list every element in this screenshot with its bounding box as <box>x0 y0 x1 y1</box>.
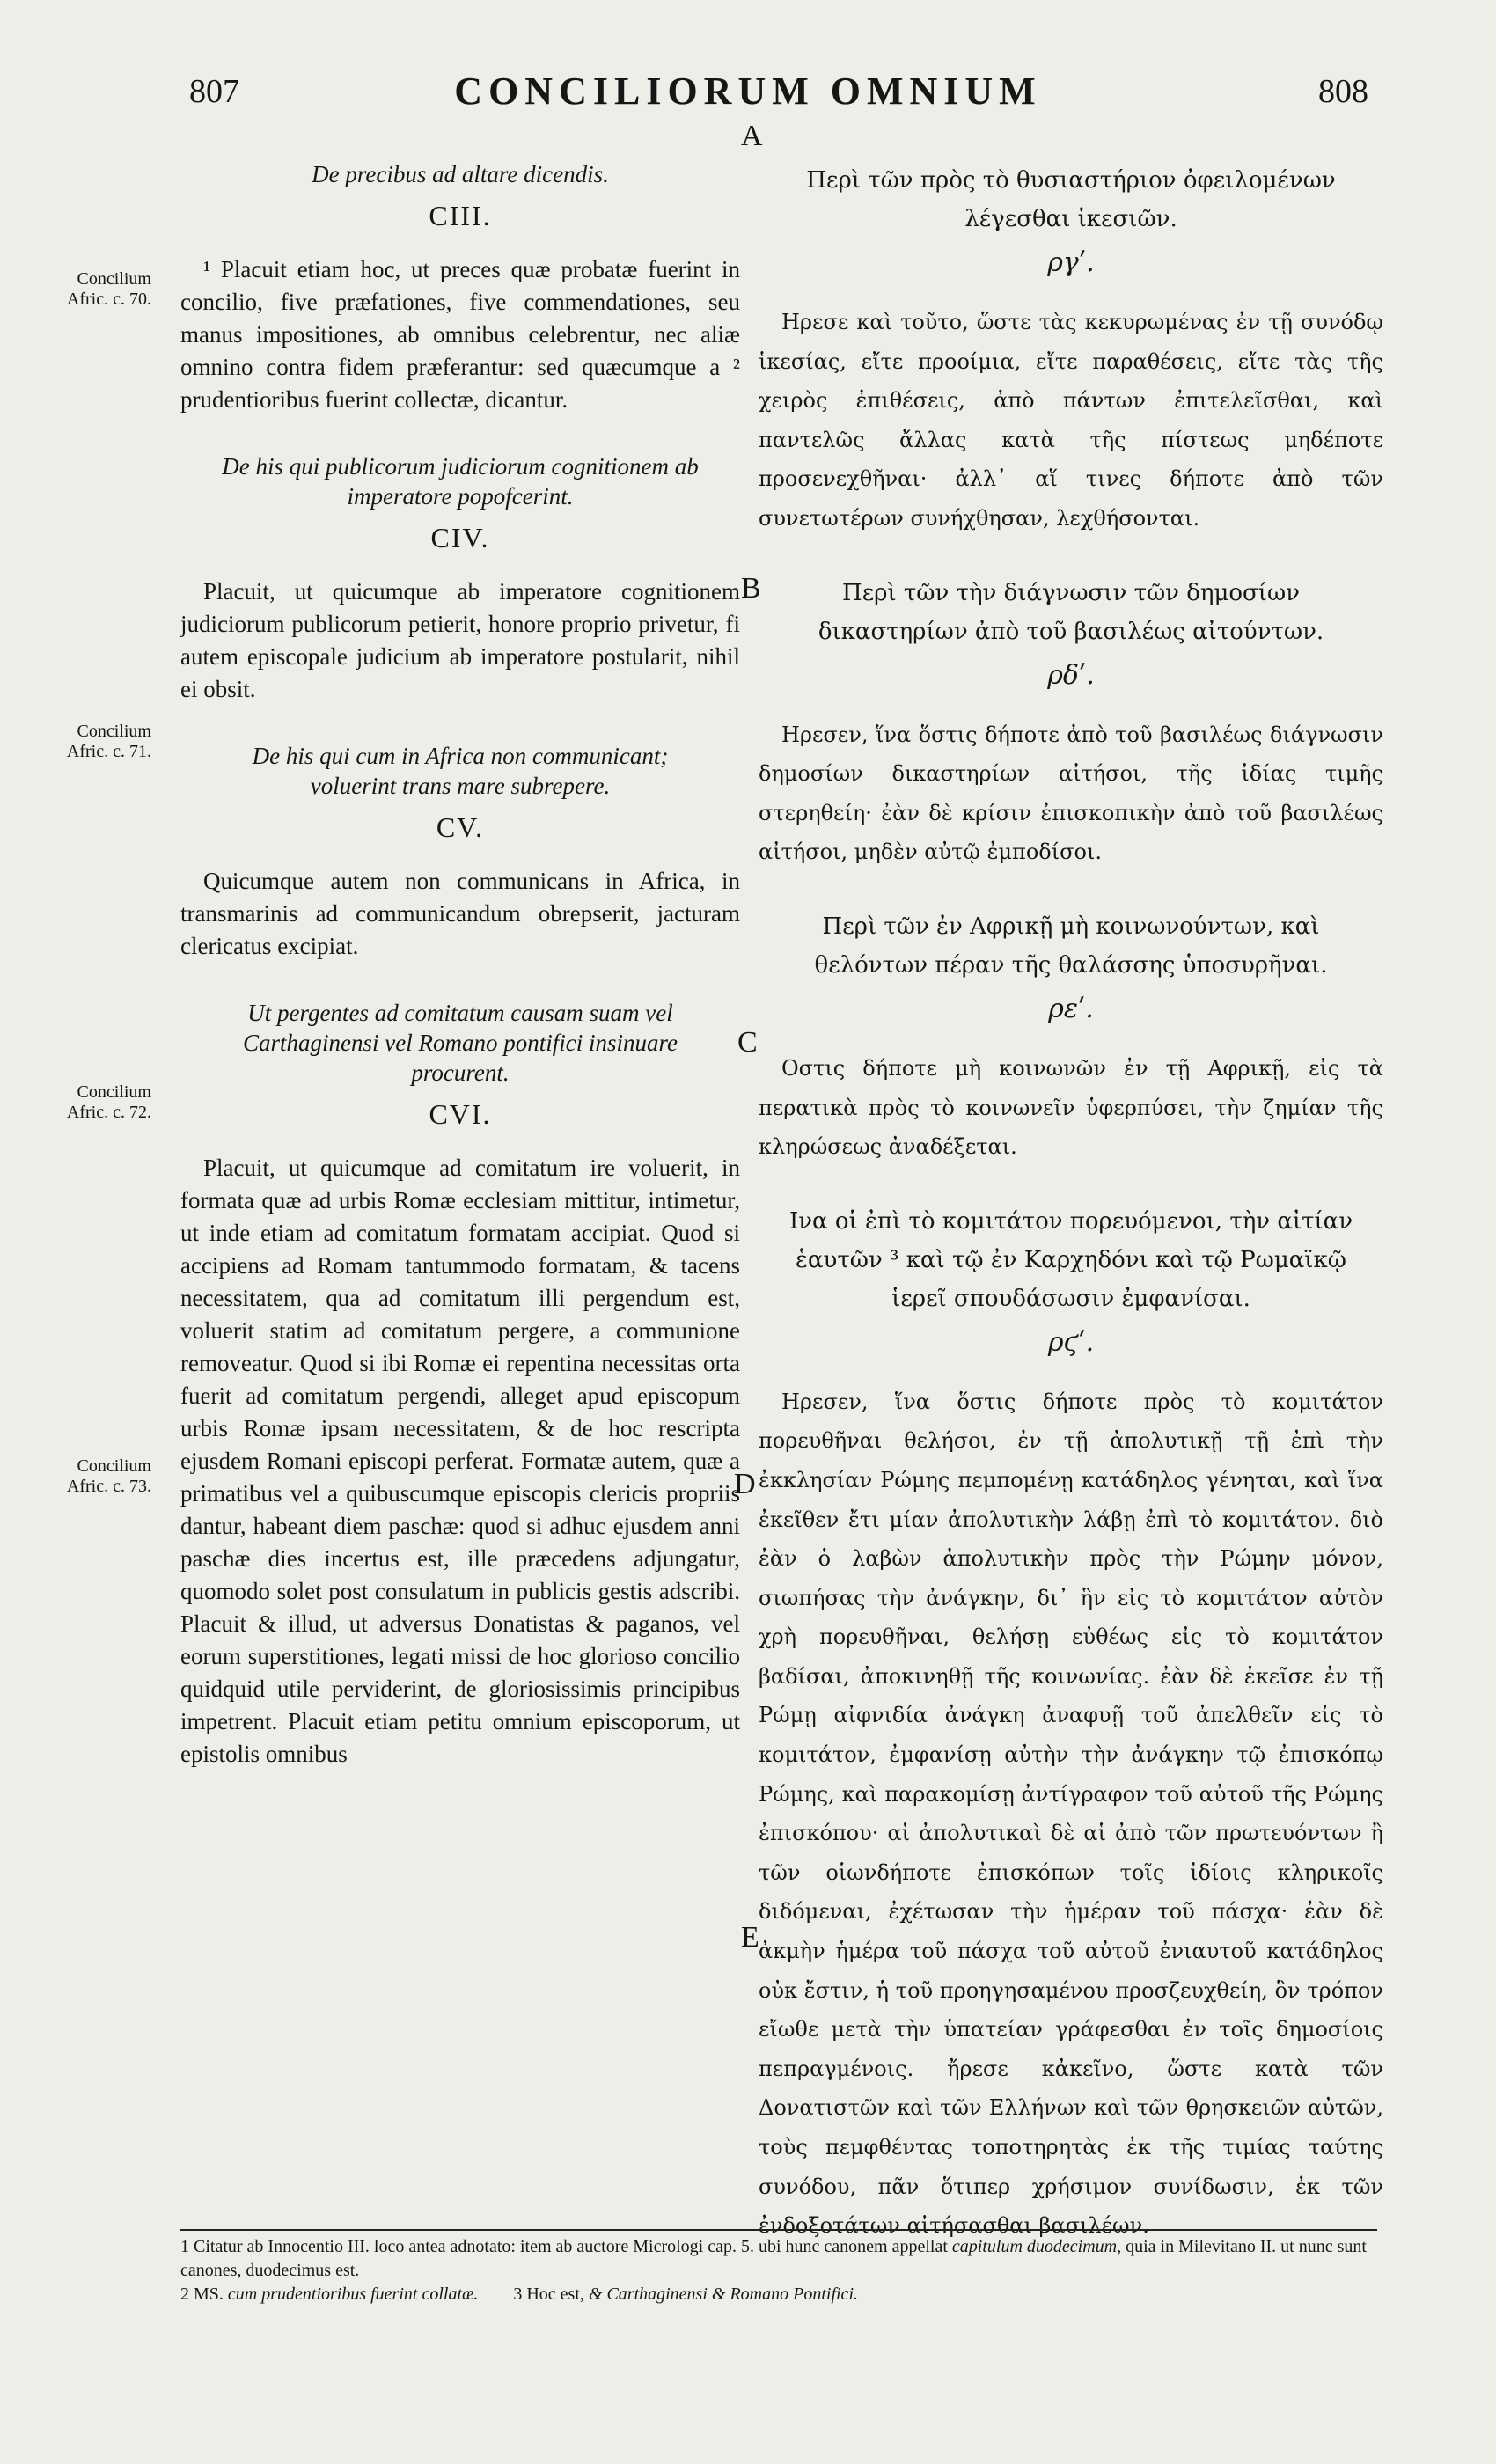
side-note-line: Concilium <box>77 722 151 741</box>
running-title: CONCILIORUM OMNIUM <box>454 70 1042 113</box>
greek-number: ργʹ. <box>1047 247 1095 278</box>
greek-section <box>759 1202 1383 2246</box>
side-note-line: Afric. c. 72. <box>66 1103 151 1122</box>
greek-title: Ινα οἱ ἐπὶ τὸ κομιτάτον πορευόμενοι, τὴν αἰτίαν ἑαυτῶν ³ καὶ τῷ ἐν Καρχηδόνι καὶ τῷ Ρωμαϊκῷ ἱερεῖ σπουδάσωσιν ἐμφανίσαι. <box>788 1207 1353 1312</box>
side-note <box>46 722 151 762</box>
footnote-2-3 <box>180 2283 1377 2306</box>
greek-title: Περὶ τῶν ἐν Αφρικῇ μὴ κοινωνούντων, καὶ θελόντων πέραν τῆς θαλάσσης ὑποσυρῆναι. <box>814 913 1328 979</box>
page-number-left: 807 <box>189 73 239 110</box>
greek-text: Ηρεσεν, ἵνα ὅστις δήποτε πρὸς τὸ κομιτάτον πορευθῆναι θελήσοι, ἐν τῇ ἀπολυτικῇ τῇ ἐπὶ τὴν ἐκκλησίαν Ρώμης πεμπομένῃ κατάδηλος γένηται, καὶ ἵνα ἐκεῖθεν ἔτι μίαν ἀπολυτικὴν λάβῃ ἐπὶ τὸ κομιτάτον. διὸ ἐὰν ὁ λαβὼν ἀπολυτικὴν πρὸς τὴν Ρώμην μόνον, σιωπήσας τὴν ἀνάγκην, δι᾽ ἣν εἰς τὸ κομιτάτον αὐτὸν χρὴ πορευθῆναι, θελήσῃ εὐθέως εἰς τὸ κομιτάτον βαδίσαι, ἀποκινηθῇ τῆς κοινωνίας. ἐὰν δὲ ἐκεῖσε ἐν τῇ Ρώμῃ αἰφνιδία ἀνάγκη ἀναφυῇ τοῦ ἀπελθεῖν εἰς τὸ κομιτάτον, ἐμφανίσῃ αὐτὴν τὴν ἀνάγκην τῷ ἐπισκόπῳ Ρώμης, καὶ παρακομίσῃ ἀντίγραφον τοῦ αὐτοῦ τῆς Ρώμης ἐπισκόπου· αἱ ἀπολυτικαὶ δὲ αἱ ἀπὸ τῶν πρωτευόντων ἢ τῶν οἱωνδήποτε ἐπισκόπων τοῖς ἰδίοις κληρικοῖς διδόμεναι, ἐχέτωσαν τὴν ἡμέραν τοῦ πάσχα· ἐὰν δὲ ἀκμὴν ἡμέρα τοῦ πάσχα τοῦ αὐτοῦ ἐνιαυτοῦ κατάδηλος οὐκ ἔστιν, ἡ τοῦ προηγησαμένου προσζευχθείη, ὃν τρόπον εἴωθε μετὰ τὴν ὑπατείαν γράφεσθαι ἐν τοῖς δημοσίοις πεπραγμένοις. ἤρεσε κἀκεῖνο, ὥστε κατὰ τῶν Δονατιστῶν καὶ τῶν Ελλήνων καὶ τῶν θρησκειῶν αὐτῶν, τοὺς πεμφθέντας τοποτηρητὰς ἐκ τῆς τιμίας ταύτης συνόδου, πᾶν ὅτιπερ χρήσιμον συνίδωσιν, ἐκ τῶν ἐνδοξοτάτων αἰτήσασθαι βασιλέων. <box>759 1389 1383 2239</box>
side-note-line: Afric. c. 70. <box>66 290 151 309</box>
page-number-right: 808 <box>1318 73 1368 110</box>
canon-text: Quicumque autem non communicans in Africa, in transmarinis ad communicandum obrepserit, jacturam clericatus excipiat. <box>180 868 740 959</box>
section-marker-e: E <box>741 1921 759 1954</box>
section-marker-d: D <box>734 1468 756 1500</box>
greek-title: Περὶ τῶν τὴν διάγνωσιν τῶν δημοσίων δικαστηρίων ἀπὸ τοῦ βασιλέως αἰτούντων. <box>818 579 1324 645</box>
greek-text: Ηρεσεν, ἵνα ὅστις δήποτε ἀπὸ τοῦ βασιλέως διάγνωσιν δημοσίων δικαστηρίων αἰτήσοι, τῆς ἰδίας τιμῆς στερηθείη· ἐὰν δὲ κρίσιν ἐπισκοπικὴν ἀπὸ τοῦ βασιλέως αἰτήσοι, μηδὲν αὐτῷ ἐμποδίσοι. <box>759 722 1383 865</box>
latin-column <box>180 154 740 1806</box>
canon-section <box>180 998 740 1771</box>
canon-number: CIV. <box>430 522 490 554</box>
section-marker-b: B <box>741 572 761 605</box>
side-note-line: Concilium <box>77 1082 151 1102</box>
footnote-2-prefix: 2 MS. <box>180 2284 224 2304</box>
greek-section <box>759 907 1383 1167</box>
canon-section <box>180 451 740 706</box>
side-note-line: Concilium <box>77 269 151 289</box>
footnote-1 <box>180 2235 1377 2283</box>
side-note <box>46 1082 151 1123</box>
footnote-1-italic: capitulum duodecimum <box>951 2237 1118 2256</box>
canon-number: CV. <box>436 811 485 843</box>
canon-text: ¹ Placuit etiam hoc, ut preces quæ probatæ fuerint in concilio, five præfationes, five commendationes, seu manus impositiones, ab omnibus celebrentur, nec aliæ omnino contra fidem præferantur: sed quæcumque a ² prudentioribus fuerint collectæ, dicantur. <box>180 256 740 413</box>
section-marker-c: C <box>737 1026 758 1059</box>
side-note-line: Afric. c. 71. <box>66 742 151 761</box>
greek-text: Ηρεσε καὶ τοῦτο, ὥστε τὰς κεκυρωμένας ἐν τῇ συνόδῳ ἱκεσίας, εἴτε προοίμια, εἴτε παραθέσεις, εἴτε τὰς τῆς χειρὸς ἐπιθέσεις, ἀπὸ πάντων ἐπιτελεῖσθαι, καὶ παντελῶς ἄλλας κατὰ τῆς πίστεως μηδέποτε προσενεχθῆναι· ἀλλ᾽ αἵ τινες δήποτε ἀπὸ τῶν συνετωτέρων συνήχθησαν, λεχθήσονται. <box>759 310 1383 531</box>
footnote-3-italic: & Carthaginensi & Romano Pontifici. <box>588 2284 858 2304</box>
canon-text: Placuit, ut quicumque ad comitatum ire voluerit, in formata quæ ad urbis Romæ ecclesiam mittitur, intimetur, ut inde etiam ad comitatum formatam accipiat. Quod si accipiens ad Romam tantummodo formatam, & tacens necessitatem, qua ad comitatum illi pergendum est, voluerit statim ad comitatum pergere, a communione removeatur. Quod si ibi Romæ ei repentina necessitas orta fuerit ad comitatum pergendi, alleget apud episcopum urbis Romæ ipsam necessitatem, & de hoc rescripta ejusdem Romani episcopi perferat. Formatæ autem, quæ a primatibus vel a quibuscumque episcopis clericis propriis dantur, habeant diem paschæ: quod si adhuc ejusdem anni paschæ dies incertus est, ille præcedens adjungatur, quomodo solet post consulatum in publicis gestis adscribi. Placuit & illud, ut adversus Donatistas & paganos, vel eorum superstitiones, legati missi de hoc glorioso concilio quidquid utile perviderint, de gloriosissimis principibus impetrent. Placuit etiam petitu omnium episcoporum, ut epistolis omnibus <box>180 1155 740 1767</box>
side-note <box>46 1456 151 1497</box>
footnote-1-end: , quia in Milevitano II. ut nunc sunt canones, duodecimus est. <box>180 2237 1367 2280</box>
greek-text: Οστις δήποτε μὴ κοινωνῶν ἐν τῇ Αφρικῇ, εἰς τὰ περατικὰ πρὸς τὸ κοινωνεῖν ὑφερπύσει, τὴν ζημίαν τῆς κληρώσεως ἀναδέξεται. <box>759 1055 1383 1160</box>
side-note-line: Afric. c. 73. <box>66 1477 151 1496</box>
footnotes <box>180 2235 1377 2306</box>
canon-number: CVI. <box>429 1098 492 1130</box>
greek-number: ρεʹ. <box>1048 993 1094 1024</box>
canon-section <box>180 159 740 416</box>
greek-section <box>759 574 1383 872</box>
greek-title: Περὶ τῶν πρὸς τὸ θυσιαστήριον ὀφειλομένων λέγεσθαι ἱκεσιῶν. <box>806 167 1336 232</box>
canon-text: Placuit, ut quicumque ab imperatore cognitionem judiciorum publicorum petierit, honore proprio privetur, fi autem episcopale judicium ab imperatore postularit, nihil ei obsit. <box>180 578 740 702</box>
greek-section <box>759 161 1383 539</box>
greek-number: ρδʹ. <box>1047 659 1095 691</box>
footnote-2-italic: cum prudentioribus fuerint collatæ. <box>227 2284 479 2304</box>
canon-title: De precibus ad altare dicendis. <box>312 161 609 187</box>
side-note-line: Concilium <box>77 1456 151 1476</box>
canon-title: De his qui cum in Africa non communicant; voluerint trans mare subrepere. <box>252 743 669 799</box>
footnote-3-prefix: 3 Hoc est, <box>513 2284 584 2304</box>
canon-section <box>180 741 740 963</box>
section-marker-a: A <box>741 120 763 152</box>
side-note <box>46 269 151 310</box>
canon-number: CIII. <box>429 200 492 231</box>
footnote-1-text: 1 Citatur ab Innocentio III. loco antea adnotato: item ab auctore Micrologi cap. 5. ubi hunc canonem appellat <box>180 2237 948 2256</box>
greek-column <box>759 154 1383 2281</box>
greek-number: ρϛʹ. <box>1047 1326 1095 1358</box>
footnote-rule <box>180 2229 1377 2231</box>
canon-title: Ut pergentes ad comitatum causam suam vel Carthaginensi vel Romano pontifici insinuare procurent. <box>243 1000 678 1086</box>
canon-title: De his qui publicorum judiciorum cognitionem ab imperatore popofcerint. <box>222 453 699 510</box>
